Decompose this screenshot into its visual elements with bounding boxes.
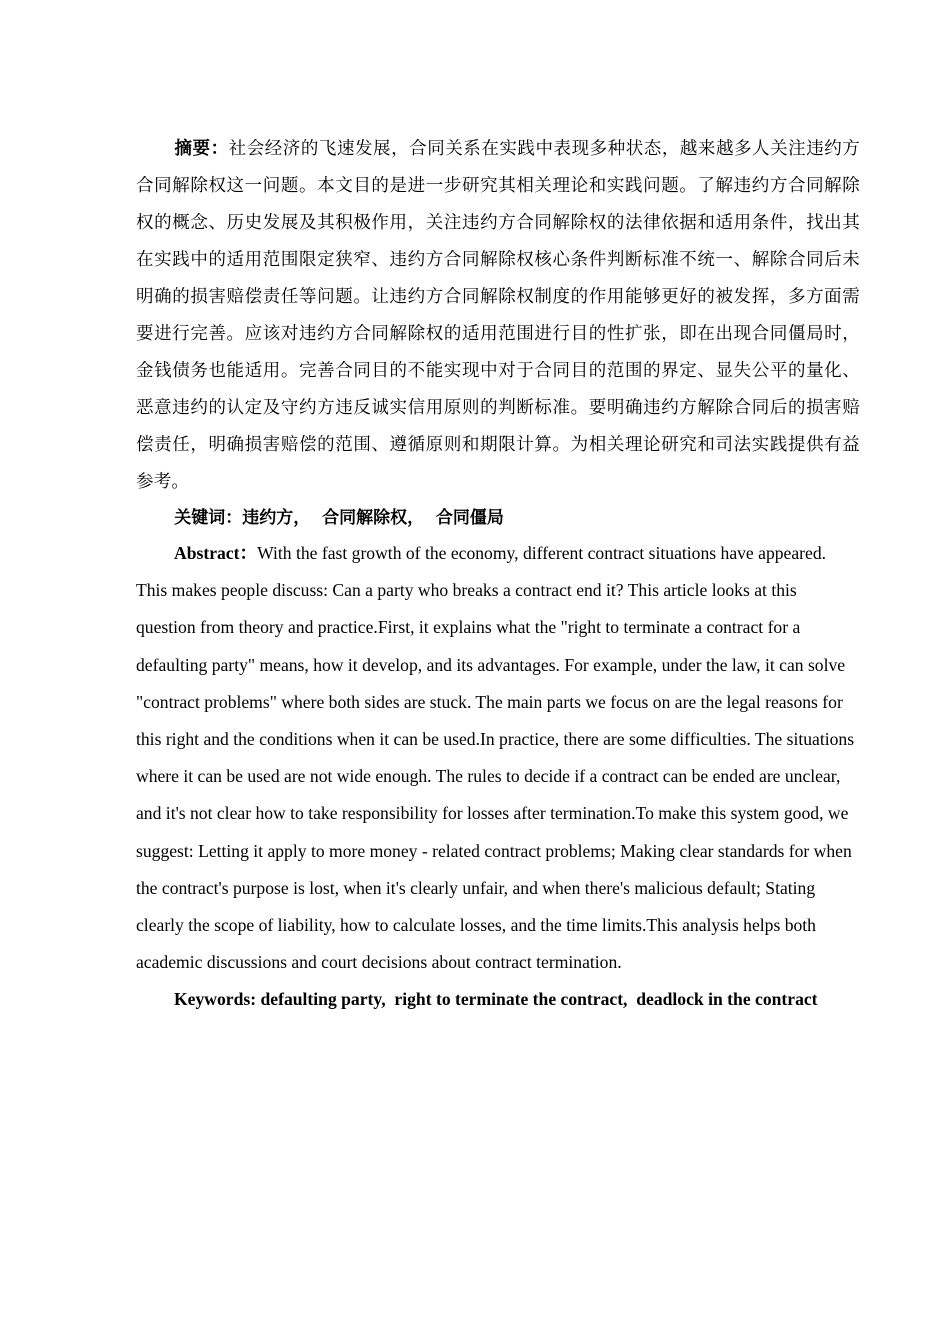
abstract-section: [136, 131, 860, 1019]
keywords-en-paragraph: [136, 981, 860, 1018]
keywords-en-label: Keywords:: [174, 989, 261, 1010]
abstract-en-label: Abstract：: [174, 543, 258, 563]
abstract-zh-paragraph: [136, 131, 860, 501]
abstract-zh-text: 社会经济的飞速发展，合同关系在实践中表现多种状态，越来越多人关注违约方合同解除权这一问题。本文目的是进一步研究其相关理论和实践问题。了解违约方合同解除权的概念、历史发展及其积极作用，关注违约方合同解除权的法律依据和适用条件，找出其在实践中的适用范围限定狭窄、违约方合同解除权核心条件判断标准不统一、解除合同后未明确的损害赔偿责任等问题。让违约方合同解除权制度的作用能够更好的被发挥，多方面需要进行完善。应该对违约方合同解除权的适用范围进行目的性扩张，即在出现合同僵局时，金钱债务也能适用。完善合同目的不能实现中对于合同目的范围的界定、显失公平的量化、恶意违约的认定及守约方违反诚实信用原则的判断标准。要明确违约方解除合同后的损害赔偿责任，明确损害赔偿的范围、遵循原则和期限计算。为相关理论研究和司法实践提供有益参考。: [136, 139, 860, 492]
keywords-zh-label: 关键词：: [174, 508, 243, 528]
keywords-zh-paragraph: [136, 501, 860, 535]
abstract-zh-label: 摘要：: [174, 139, 229, 159]
keywords-en-text: defaulting party, right to terminate the contract, deadlock in the contract: [260, 989, 818, 1010]
keywords-zh-text: 违约方， 合同解除权， 合同僵局: [242, 508, 504, 528]
abstract-en-text: With the fast growth of the economy, different contract situations have appeared. This makes people discuss: Can a party who breaks a contract end it? This article looks at this question from theory and practice.First, it explains what the "right to terminate a contract for a defaulting party" means, how it develop, and its advantages. For example, under the law, it can solve "contract problems" where both sides are stuck. The main parts we focus on are the legal reasons for this right and the conditions when it can be used.In practice, there are some difficulties. The situations where it can be used are not wide enough. The rules to decide if a contract can be ended are unclear, and it's not clear how to take responsibility for losses after termination.To make this system good, we suggest: Letting it apply to more money - related contract problems; Making clear standards for when the contract's purpose is lost, when it's clearly unfair, and when there's malicious default; Stating clearly the scope of liability, how to calculate losses, and the time limits.This analysis helps both academic discussions and court decisions about contract termination.: [136, 543, 855, 973]
abstract-en-paragraph: [136, 535, 860, 981]
